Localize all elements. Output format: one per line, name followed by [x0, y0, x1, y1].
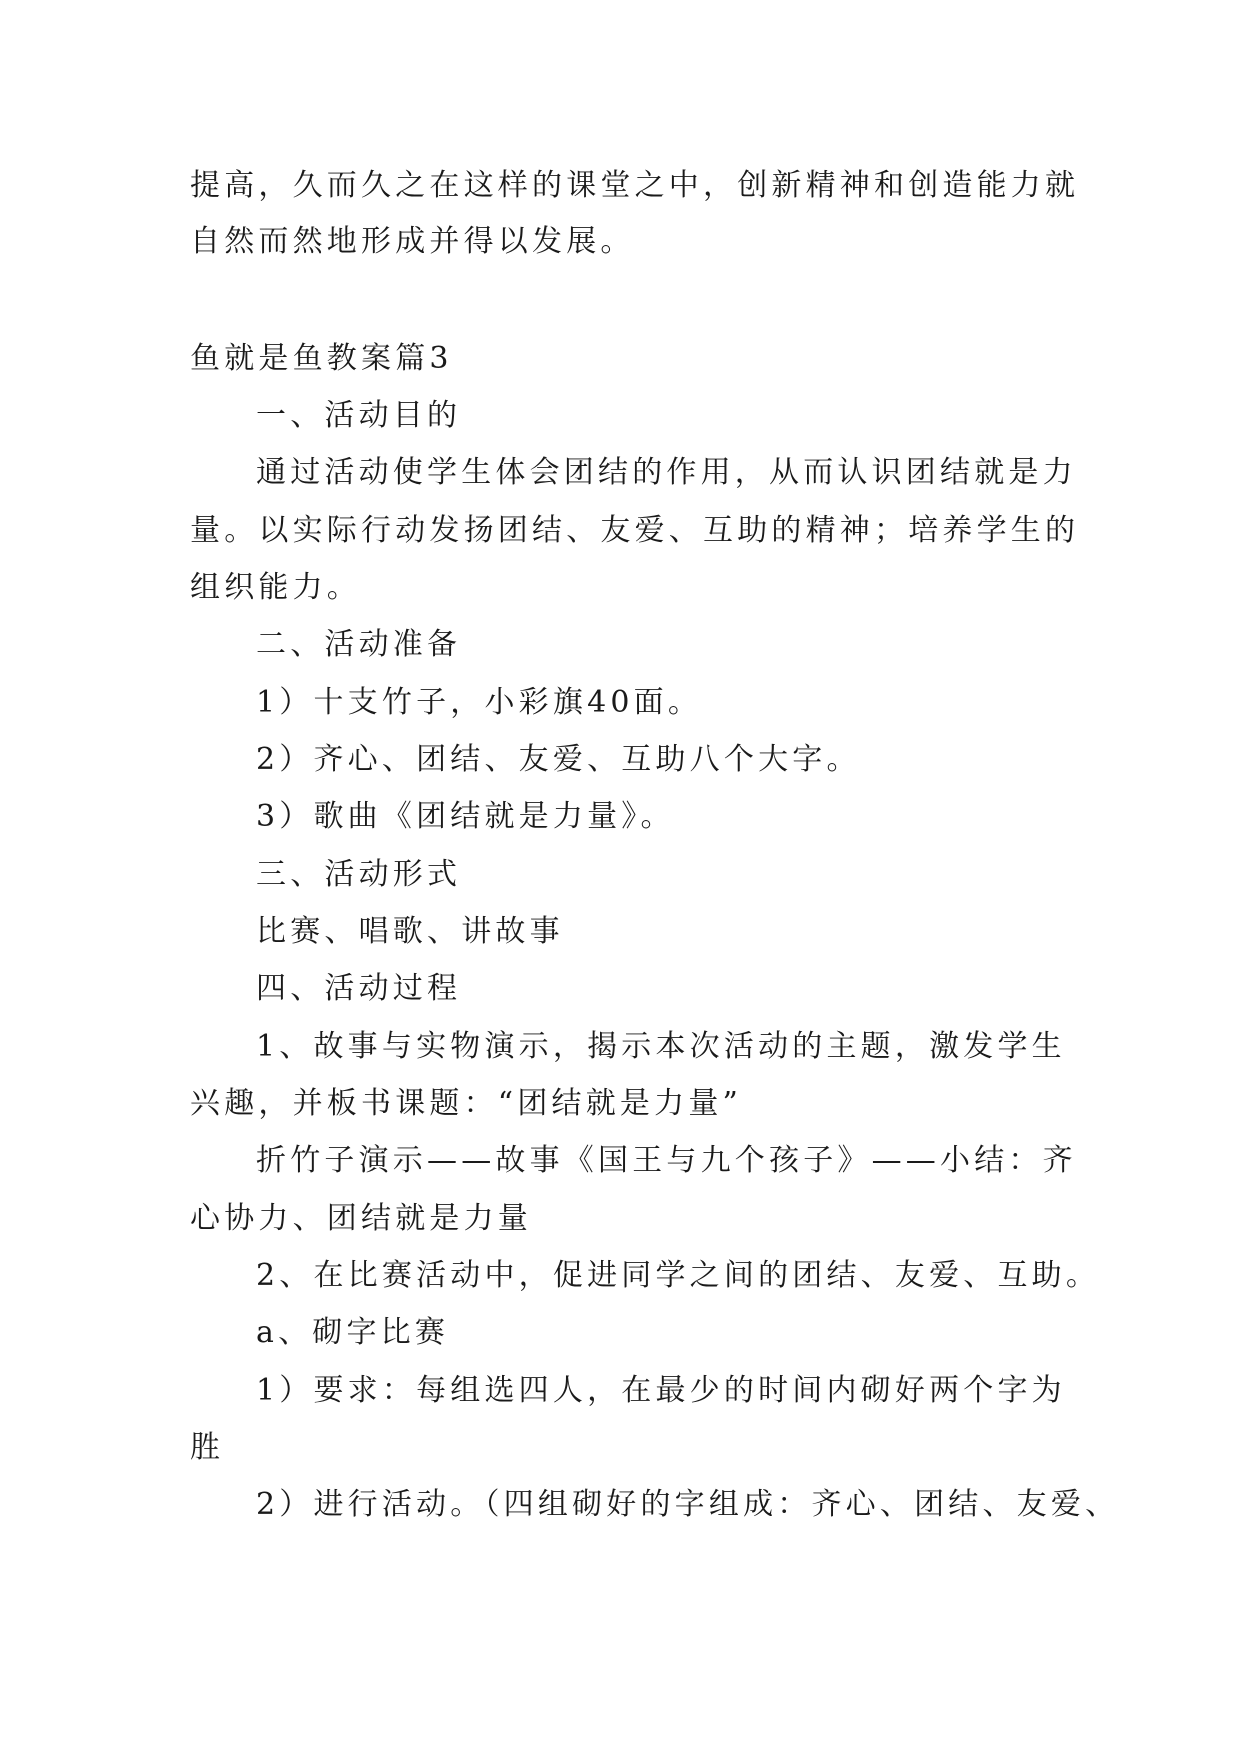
paragraph-line: 自然而然地形成并得以发展。 — [190, 224, 635, 259]
paragraph-line: 量。以实际行动发扬团结、友爱、互助的精神；培养学生的 — [190, 513, 1080, 548]
heading-activity-form: 三、活动形式 — [256, 857, 462, 892]
paragraph-line: 1、故事与实物演示，揭示本次活动的主题，激发学生 — [256, 1029, 1066, 1064]
section-title: 鱼就是鱼教案篇3 — [190, 341, 453, 376]
paragraph-line: 折竹子演示——故事《国王与九个孩子》——小结：齐 — [256, 1143, 1077, 1178]
paragraph-line: 比赛、唱歌、讲故事 — [256, 914, 564, 949]
paragraph-line: 提高，久而久之在这样的课堂之中，创新精神和创造能力就 — [190, 168, 1080, 203]
list-item: a、砌字比赛 — [256, 1315, 450, 1350]
list-item: 2）齐心、团结、友爱、互助八个大字。 — [256, 742, 861, 777]
paragraph-line: 组织能力。 — [190, 570, 361, 605]
paragraph-line: 胜 — [190, 1430, 225, 1465]
heading-activity-process: 四、活动过程 — [256, 971, 462, 1006]
heading-activity-purpose: 一、活动目的 — [256, 398, 462, 433]
heading-activity-preparation: 二、活动准备 — [256, 627, 462, 662]
list-item: 3）歌曲《团结就是力量》。 — [256, 799, 675, 834]
paragraph-line: 心协力、团结就是力量 — [190, 1201, 532, 1236]
list-item: 1）要求：每组选四人，在最少的时间内砌好两个字为 — [256, 1373, 1066, 1408]
list-item: 1）十支竹子，小彩旗40面。 — [256, 685, 703, 720]
paragraph-line: 通过活动使学生体会团结的作用，从而认识团结就是力 — [256, 455, 1077, 490]
paragraph-line: 兴趣，并板书课题：“团结就是力量” — [190, 1086, 743, 1121]
list-item: 2）进行活动。（四组砌好的字组成：齐心、团结、友爱、 — [256, 1487, 1120, 1522]
paragraph-line: 2、在比赛活动中，促进同学之间的团结、友爱、互助。 — [256, 1258, 1101, 1293]
